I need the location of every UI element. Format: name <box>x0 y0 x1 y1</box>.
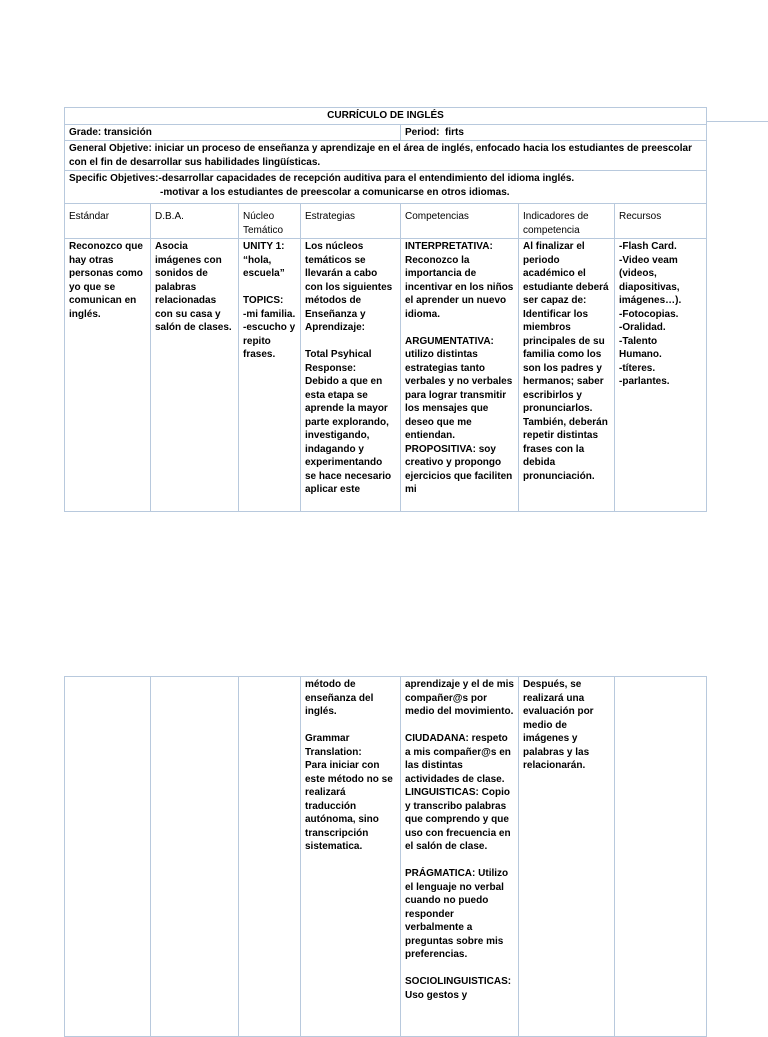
specific-objective-2: -motivar a los estudiantes de preescolar a comunicarse en otros idiomas. <box>160 186 510 198</box>
header-dba: D.B.A. <box>151 204 239 239</box>
header-competencias: Competencias <box>401 204 519 239</box>
general-objective <box>65 141 707 171</box>
cell-indicadores: Al finalizar el periodo académico el estudiante deberá ser capaz de: Identificar los miembros principales de su familia como los son los padres y hermanos; saber escribirlos y pronunciarlos. También, deberán repetir distintas frases con la debida pronunciación. <box>519 239 615 512</box>
grade-row <box>65 124 401 141</box>
grade-label: Grade: <box>69 126 102 138</box>
cell-estandar: Reconozco que hay otras personas como yo que se comunican en inglés. <box>65 239 151 512</box>
cell-dba: Asocia imágenes con sonidos de palabras relacionadas con su casa y salón de clases. <box>151 239 239 512</box>
cont-cell-estrategias: método de enseñanza del inglés. Grammar Translation: Para iniciar con este método no se realizará traducción autónoma, sino transcripción sistematica. <box>301 677 401 1037</box>
cont-cell-recursos <box>615 677 707 1037</box>
grade-value: transición <box>104 126 152 138</box>
cont-cell-dba <box>151 677 239 1037</box>
period-value: firts <box>445 126 464 138</box>
cell-estrategias: Los núcleos temáticos se llevarán a cabo con los siguientes métodos de Enseñanza y Aprendizaje: Total Psyhical Response: Debido a que en esta etapa se aprende la mayor parte explorando, investigando, indagando y experimentando se hace necesario aplicar este <box>301 239 401 512</box>
specific-objective-1: -desarrollar capacidades de recepción auditiva para el entendimiento del idioma inglés. <box>158 173 575 184</box>
cont-cell-competencias: aprendizaje y el de mis compañer@s por medio del movimiento. CIUDADANA: respeto a mis compañer@s en las distintas actividades de clase. LINGUISTICAS: Copio y transcribo palabras que comprendo y que uso con frecuencia en el salón de clase. PRÁGMATICA: Utilizo el lenguaje no verbal cuando no puedo responder verbalmente a preguntas sobre mis preferencias. SOCIOLINGUISTICAS: Uso gestos y <box>401 677 519 1037</box>
cont-cell-nucleo-tematico <box>239 677 301 1037</box>
curriculum-table-page-1 <box>64 107 707 512</box>
specific-objectives <box>65 171 707 204</box>
general-objective-text: iniciar un proceso de enseñanza y aprendizaje en el área de inglés, enfocado hacia los estudiantes de preescolar con el fin de desarrollar sus habilidades lingüísticas. <box>69 143 693 168</box>
cell-competencias: INTERPRETATIVA: Reconozco la importancia de incentivar en los niños el aprender un nuevo idioma. ARGUMENTATIVA: utilizo distintas estrategias tanto verbales y no verbales para lograr transmitir los mensajes que deseo que me entiendan. PROPOSITIVA: soy creativo y propongo ejercicios que faciliten mi <box>401 239 519 512</box>
specific-objectives-label: Specific Objetives: <box>69 173 159 184</box>
curriculum-table-page-2 <box>64 676 707 1037</box>
table-edge-line <box>706 121 768 122</box>
cell-nucleo-tematico: UNITY 1: “hola, escuela” TOPICS: -mi familia. -escucho y repito frases. <box>239 239 301 512</box>
header-estandar: Estándar <box>65 204 151 239</box>
period-label: Period: <box>405 126 440 138</box>
cont-cell-estandar <box>65 677 151 1037</box>
header-recursos: Recursos <box>615 204 707 239</box>
period-row <box>401 124 707 141</box>
general-objective-label: General Objetive: <box>69 143 152 154</box>
document-title: CURRÍCULO DE INGLÉS <box>65 108 707 125</box>
header-estrategias: Estrategias <box>301 204 401 239</box>
header-nucleo-tematico: Núcleo Temático <box>239 204 301 239</box>
cell-recursos: -Flash Card. -Video veam (videos, diapositivas, imágenes…). -Fotocopias. -Oralidad. -Talento Humano. -títeres. -parlantes. <box>615 239 707 512</box>
header-indicadores: Indicadores de competencia <box>519 204 615 239</box>
cont-cell-indicadores: Después, se realizará una evaluación por medio de imágenes y palabras y las relacionarán. <box>519 677 615 1037</box>
